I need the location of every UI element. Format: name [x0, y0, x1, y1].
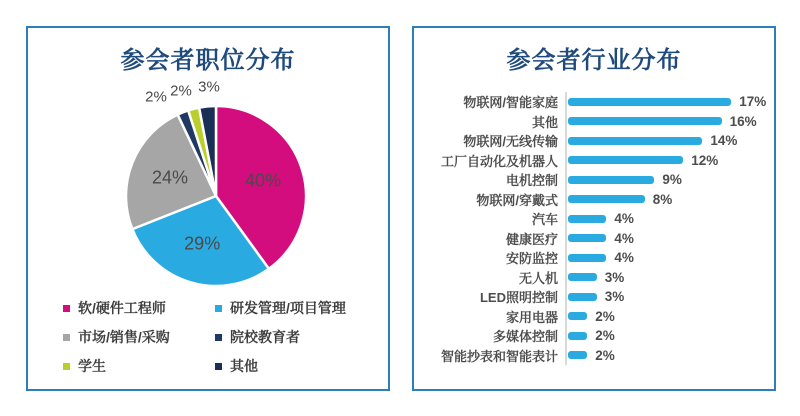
bar-value-label: 8%: [652, 191, 673, 207]
bar-value-label: 4%: [614, 211, 634, 227]
bar: [568, 137, 702, 145]
bar-value-label: 17%: [739, 94, 767, 110]
legend-label: 软/硬件工程师: [78, 300, 166, 316]
bar-row: [414, 170, 770, 190]
bar-track: [565, 268, 770, 288]
bar-track: [565, 190, 770, 210]
bar-value-label: 14%: [710, 133, 738, 149]
bar-track: [565, 248, 770, 268]
bar-track: [565, 307, 770, 327]
bar-category-label: 安防监控: [505, 251, 558, 267]
bar: [568, 156, 683, 164]
bar-category-label: 无人机: [518, 270, 558, 286]
bar: [568, 254, 606, 262]
bar-track: [565, 346, 770, 366]
legend-item: [63, 327, 215, 347]
legend-swatch: [63, 363, 70, 370]
legend-swatch: [215, 334, 222, 341]
bar-track: [565, 229, 770, 249]
legend-label: 院校教育者: [230, 329, 300, 345]
bar-category-label: 物联网/穿戴式: [476, 192, 558, 208]
position-distribution-panel: [26, 26, 390, 391]
bar-category-label: 工厂自动化及机器人: [440, 153, 558, 169]
bar-row: [414, 209, 770, 229]
legend-item: [63, 298, 215, 318]
bar: [568, 293, 597, 301]
bar-row: [414, 190, 770, 210]
legend-label: 其他: [230, 358, 258, 374]
pie-value-label: 24%: [151, 167, 188, 188]
bar: [568, 312, 587, 320]
bar-row: [414, 287, 770, 307]
bar: [568, 215, 606, 223]
pie-value-label: 40%: [245, 170, 282, 191]
bar-value-label: 4%: [614, 250, 634, 266]
bar-category-label: 汽车: [531, 212, 558, 228]
bar-value-label: 12%: [691, 152, 719, 168]
legend-swatch: [215, 305, 222, 312]
bar-track: [565, 131, 770, 151]
bar-track: [565, 326, 770, 346]
bar-category-label: 多媒体控制: [492, 329, 558, 345]
bar-category-label: LED照明控制: [479, 290, 558, 306]
bar-value-label: 9%: [662, 172, 682, 188]
bar-value-label: 2%: [595, 328, 615, 344]
legend-label: 学生: [78, 358, 106, 374]
bar-track: [565, 151, 770, 171]
legend-swatch: [215, 363, 222, 370]
bar-row: [414, 346, 770, 366]
bar-row: [414, 131, 770, 151]
pie-value-label: 3%: [198, 78, 220, 96]
bar-row: [414, 248, 770, 268]
bar-value-label: 3%: [604, 289, 625, 305]
bar-row: [414, 112, 770, 132]
bar-row: [414, 268, 770, 288]
bar-value-label: 2%: [595, 347, 615, 363]
bar-track: [565, 92, 770, 112]
legend-item: [63, 356, 215, 376]
bar-row: [414, 326, 770, 346]
legend-label: 研发管理/项目管理: [230, 300, 346, 316]
bar-category-label: 健康医疗: [505, 231, 558, 247]
bar-row: [414, 92, 770, 112]
bar: [568, 273, 597, 281]
bar-value-label: 2%: [595, 308, 615, 324]
bar-category-label: 其他: [531, 114, 558, 130]
bar: [568, 176, 654, 184]
bar-value-label: 16%: [729, 113, 757, 129]
bar-chart: [414, 92, 770, 365]
bar-track: [565, 170, 770, 190]
bar-category-label: 物联网/智能家庭: [463, 95, 558, 111]
bar: [568, 117, 722, 125]
legend-label: 市场/销售/采购: [78, 329, 170, 345]
pie-chart-title: 参会者职位分布: [120, 47, 296, 74]
bar-value-label: 4%: [614, 230, 634, 246]
legend-item: [215, 356, 380, 376]
bar: [568, 98, 731, 106]
bar-chart-title: 参会者行业分布: [506, 47, 682, 74]
pie-value-label: 2%: [170, 82, 192, 100]
bar-category-label: 物联网/无线传输: [463, 134, 558, 150]
legend-swatch: [63, 305, 70, 312]
bar-track: [565, 209, 770, 229]
legend-item: [215, 298, 380, 318]
bar: [568, 195, 645, 203]
legend-swatch: [63, 334, 70, 341]
pie-legend: [63, 298, 380, 376]
bar-category-label: 智能抄表和智能表计: [440, 348, 558, 364]
bar: [568, 351, 587, 359]
bar-row: [414, 229, 770, 249]
bar-track: [565, 287, 770, 307]
legend-item: [215, 327, 380, 347]
bar: [568, 332, 587, 340]
bar-row: [414, 307, 770, 327]
bar-value-label: 3%: [604, 269, 625, 285]
pie-value-label: 29%: [184, 233, 221, 254]
bar-track: [565, 112, 770, 132]
bar: [568, 234, 606, 242]
bar-category-label: 家用电器: [505, 309, 558, 325]
industry-distribution-panel: [412, 26, 776, 391]
bar-category-label: 电机控制: [505, 173, 558, 189]
bar-row: [414, 151, 770, 171]
pie-value-label: 2%: [145, 88, 167, 106]
